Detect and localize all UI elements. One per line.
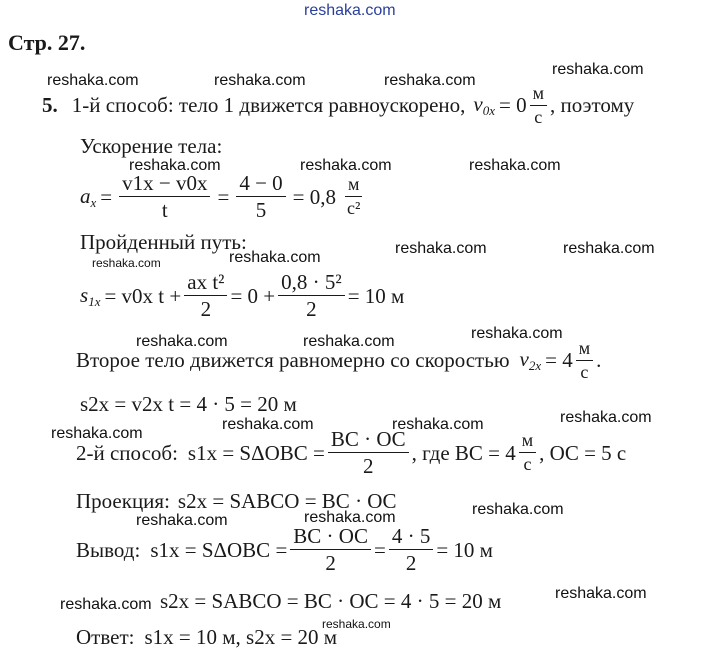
watermark: reshaka.com bbox=[322, 617, 391, 631]
conclusion-expression: s1x = SΔOBC = bbox=[150, 537, 288, 562]
watermark: reshaka.com bbox=[222, 416, 314, 433]
s2-equation: s2x = v2x t = 4 · 5 = 20 м bbox=[80, 392, 297, 416]
problem-number: 5. bbox=[42, 93, 58, 118]
watermark: reshaka.com bbox=[563, 240, 655, 257]
method1-tail: , поэтому bbox=[549, 93, 635, 118]
watermark: reshaka.com bbox=[51, 425, 143, 442]
fraction-denominator: 2 bbox=[362, 454, 374, 479]
projection-equation: s2x = SABCO = BC · OC bbox=[177, 489, 397, 513]
answer-label: Ответ: bbox=[76, 625, 135, 649]
watermark: reshaka.com bbox=[92, 256, 161, 270]
answer-text: s1x = 10 м, s2x = 20 м bbox=[144, 625, 338, 649]
path-expression: = v0x t + bbox=[104, 283, 182, 308]
accel-symbol: a bbox=[80, 183, 91, 208]
watermark: reshaka.com bbox=[560, 409, 652, 426]
unit-numerator: м bbox=[576, 339, 593, 361]
watermark: reshaka.com bbox=[552, 61, 644, 78]
method2-oc: , OC = 5 с bbox=[539, 440, 627, 465]
watermark-top: reshaka.com bbox=[304, 2, 396, 19]
fraction-numerator: BC · OC bbox=[328, 428, 409, 453]
unit-denominator: с bbox=[580, 361, 589, 382]
conclusion-label: Вывод: bbox=[76, 537, 141, 562]
unit-numerator: м bbox=[519, 431, 536, 453]
accel-subscript: x bbox=[90, 194, 97, 210]
s2-final-equation: s2x = SABCO = BC · OC = 4 · 5 = 20 м bbox=[160, 589, 502, 613]
conclusion-fraction-values bbox=[389, 525, 434, 575]
watermark: reshaka.com bbox=[304, 509, 396, 526]
unit-numerator: м bbox=[530, 84, 547, 106]
method2-fraction bbox=[328, 428, 409, 478]
fraction-numerator: 4 − 0 bbox=[236, 172, 285, 197]
watermark: reshaka.com bbox=[472, 501, 564, 518]
watermark: reshaka.com bbox=[555, 585, 647, 602]
method2-label: 2-й способ: bbox=[76, 440, 178, 465]
path-expression: = 0 + bbox=[230, 283, 276, 308]
watermark: reshaka.com bbox=[384, 72, 476, 89]
method1-text: 1-й способ: тело 1 движется равноускорено, bbox=[71, 93, 466, 118]
accel-formula: $a_x$ = $\frac{v1x - v0x}{t}$ = $\frac{4 - 0}{5}$ = 0,8 $\frac{м}{\text{с²}}$ bbox=[80, 172, 366, 222]
path-label: Пройденный путь: bbox=[80, 230, 247, 254]
fraction-denominator: 2 bbox=[200, 297, 212, 322]
path-symbol: s bbox=[80, 282, 89, 307]
velocity-symbol: v bbox=[473, 92, 483, 117]
watermark: reshaka.com bbox=[60, 596, 152, 613]
velocity-subscript: 2x bbox=[528, 358, 542, 374]
velocity-unit bbox=[576, 339, 593, 383]
watermark: reshaka.com bbox=[471, 325, 563, 342]
fraction-numerator: 0,8 · 5² bbox=[278, 271, 345, 296]
unit-denominator: с bbox=[534, 106, 543, 127]
projection-line bbox=[76, 489, 396, 514]
watermark: reshaka.com bbox=[469, 157, 561, 174]
path-result: = 10 м bbox=[347, 283, 405, 308]
path-formula bbox=[80, 271, 404, 321]
path-subscript: 1x bbox=[88, 293, 101, 309]
fraction-numerator: BC · OC bbox=[290, 525, 371, 550]
period: . bbox=[596, 348, 602, 373]
fraction-numerator: v1x − v0x bbox=[119, 172, 210, 197]
method2-where: , где BC = 4 bbox=[411, 440, 516, 465]
velocity-unit bbox=[530, 84, 547, 128]
accel-label: Ускорение тела: bbox=[80, 134, 223, 158]
velocity-subscript: 0x bbox=[482, 103, 495, 119]
velocity-unit bbox=[519, 431, 536, 475]
fraction-denominator: 2 bbox=[405, 551, 417, 576]
fraction-numerator: ax t² bbox=[184, 271, 227, 296]
method1-line bbox=[42, 84, 634, 128]
accel-result: = 0,8 bbox=[292, 184, 336, 209]
unit-numerator: м bbox=[345, 175, 362, 197]
accel-fraction-values bbox=[236, 172, 285, 222]
path-fraction bbox=[184, 271, 227, 321]
watermark: reshaka.com bbox=[392, 416, 484, 433]
path-fraction-values bbox=[278, 271, 345, 321]
projection-label: Проекция: bbox=[76, 489, 170, 513]
fraction-denominator: 2 bbox=[306, 297, 317, 322]
page-number: Стр. 27. bbox=[8, 30, 86, 55]
watermark: reshaka.com bbox=[47, 72, 139, 89]
watermark: reshaka.com bbox=[136, 512, 228, 529]
watermark: reshaka.com bbox=[229, 249, 321, 266]
second-body-text: Второе тело движется равномерно со скоростью bbox=[76, 348, 510, 373]
second-body-line bbox=[76, 339, 601, 383]
conclusion-result: = 10 м bbox=[436, 537, 493, 562]
fraction-denominator: 2 bbox=[325, 551, 336, 576]
watermark: reshaka.com bbox=[136, 333, 228, 350]
accel-fraction bbox=[119, 172, 210, 222]
method2-line bbox=[76, 428, 626, 478]
conclusion-fraction bbox=[290, 525, 371, 575]
watermark: reshaka.com bbox=[129, 157, 221, 174]
velocity-symbol: v bbox=[519, 347, 529, 372]
conclusion-line: Вывод: s1x = SΔOBC = $\frac{BC \cdot OC}{2}$ = $\frac{4 \cdot 5}{2}$ = 10 м bbox=[76, 524, 493, 576]
fraction-denominator: t bbox=[161, 198, 168, 223]
watermark: reshaka.com bbox=[395, 240, 487, 257]
method2-expression: s1x = SΔOBC = bbox=[187, 440, 325, 465]
fraction-denominator: 5 bbox=[255, 198, 267, 223]
fraction-numerator: 4 · 5 bbox=[389, 525, 434, 550]
watermark: reshaka.com bbox=[214, 72, 306, 89]
accel-unit bbox=[344, 175, 363, 219]
unit-denominator: с² bbox=[347, 198, 361, 219]
unit-denominator: с bbox=[523, 454, 532, 475]
velocity-equals: = 0 bbox=[499, 93, 527, 118]
watermark: reshaka.com bbox=[303, 333, 395, 350]
velocity-equals: = 4 bbox=[545, 348, 573, 373]
answer-line bbox=[76, 625, 337, 650]
watermark: reshaka.com bbox=[300, 157, 392, 174]
